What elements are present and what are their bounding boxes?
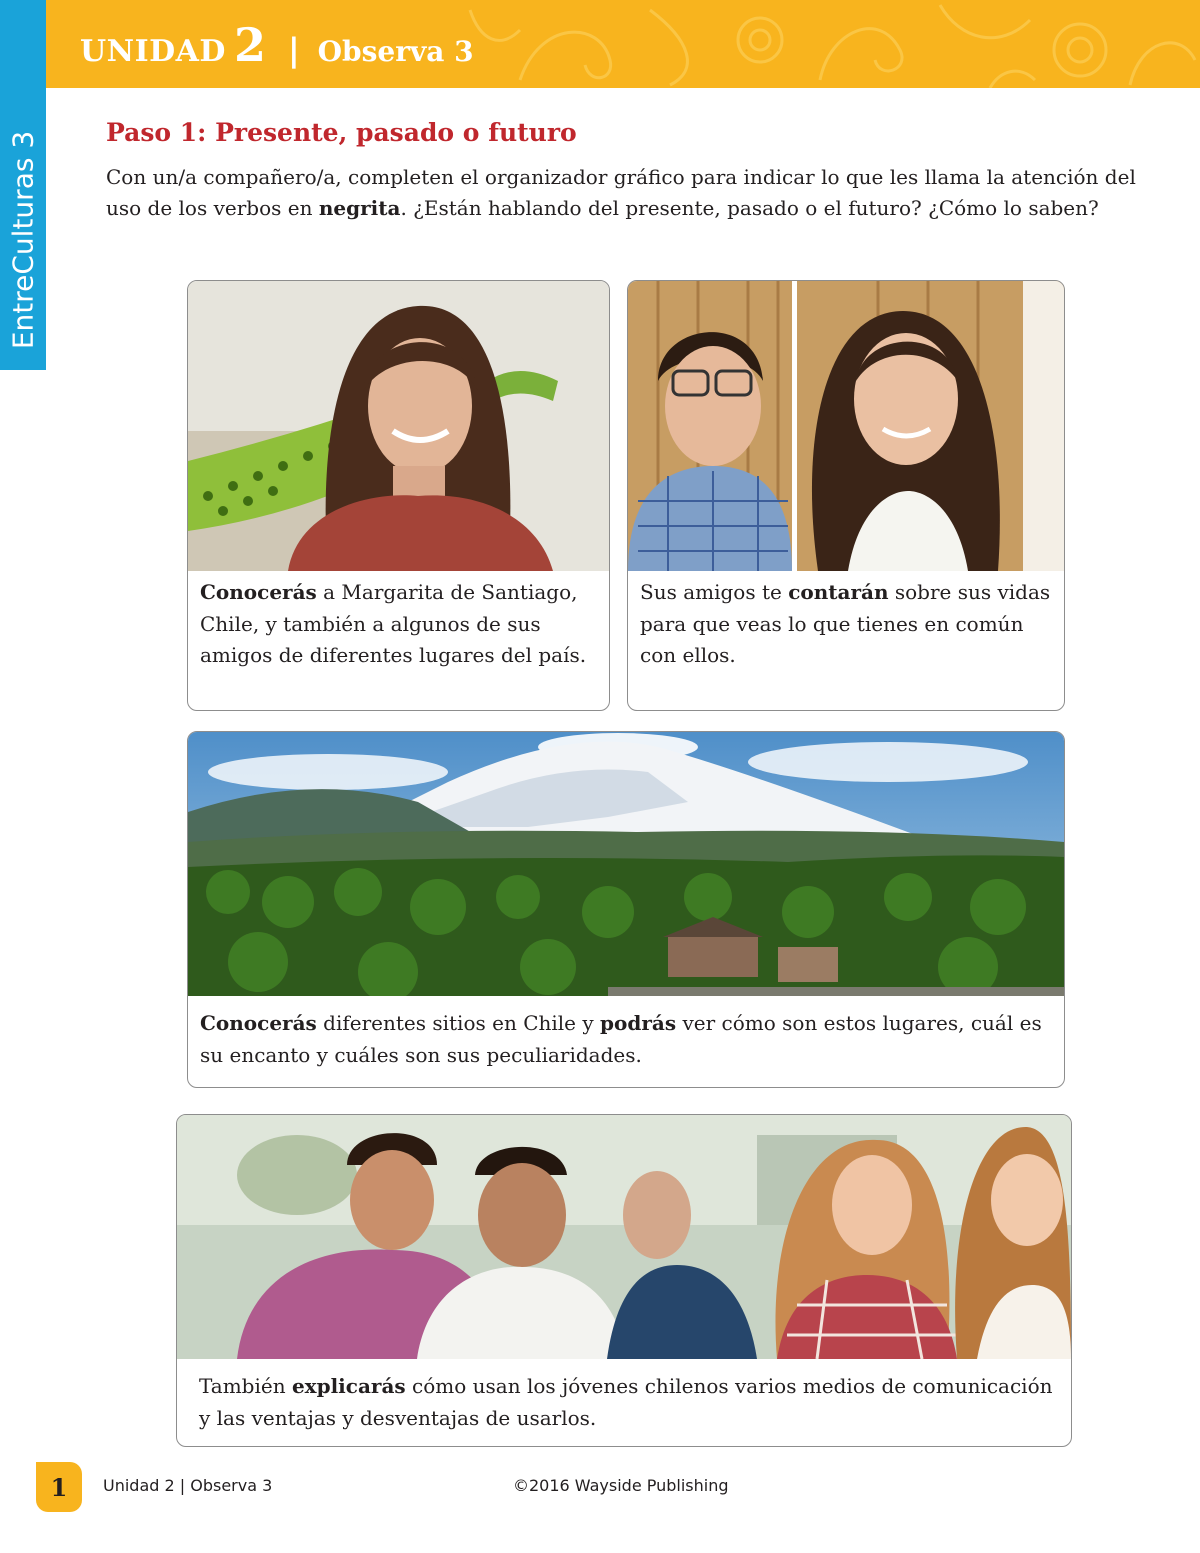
caption-text: cómo usan los jóvenes chilenos varios medios de comunicación y las ventajas y desventajas de usarlos. [199,1374,1053,1430]
unit-title [80,18,474,74]
footer-copyright: ©2016 Wayside Publishing [513,1476,729,1495]
caption-text: ver cómo son estos lugares, cuál es su encanto y cuáles son sus peculiaridades. [200,1011,1042,1067]
footer-unit-label: Unidad 2 | Observa 3 [103,1476,273,1495]
instructions [106,162,1166,224]
caption-text: a Margarita de Santiago, Chile, y también a algunos de sus amigos de diferentes lugares del país. [200,580,587,667]
card-caption [200,577,599,672]
bold-verb: explicarás [291,1374,406,1398]
instructions-text: Con un/a compañero/a, completen el organizador gráfico para indicar lo que les llama la atención del uso de los verbos en [106,165,1136,220]
card-margarita [187,280,610,711]
card-jovenes [176,1114,1072,1447]
bold-verb: contarán [788,580,889,604]
unit-number: 2 [233,18,266,72]
card-caption [199,1371,1061,1434]
caption-text: sobre sus vidas para que veas lo que tienes en común con ellos. [640,580,1051,667]
bold-verb: Conocerás [200,1011,317,1035]
section-title: Observa 3 [317,35,474,68]
header-banner [0,0,1200,88]
step-title: Paso 1: Presente, pasado o futuro [106,118,577,147]
card-amigos [627,280,1065,711]
side-tab-label: EntreCulturas 3 [6,130,40,350]
instructions-text-end: . ¿Están hablando del presente, pasado o el futuro? ¿Cómo lo saben? [400,196,1099,220]
two-friends-photo-icon [628,281,1064,571]
caption-text: Sus amigos te [640,580,789,604]
title-separator: | [287,31,300,69]
caption-text: También [199,1374,292,1398]
side-tab [0,0,46,370]
card-caption [200,1008,1054,1071]
page-number: 1 [36,1462,82,1512]
caption-text: diferentes sitios en Chile y [316,1011,601,1035]
students-group-photo-icon [177,1115,1071,1359]
volcano-landscape-photo-icon [188,732,1064,996]
bold-verb: podrás [600,1011,677,1035]
bold-verb: Conocerás [200,580,317,604]
unit-word: UNIDAD [80,34,226,69]
girl-portrait-photo-icon [188,281,609,571]
card-sitios-chile [187,731,1065,1088]
instructions-bold: negrita [318,196,401,220]
card-caption [640,577,1054,672]
